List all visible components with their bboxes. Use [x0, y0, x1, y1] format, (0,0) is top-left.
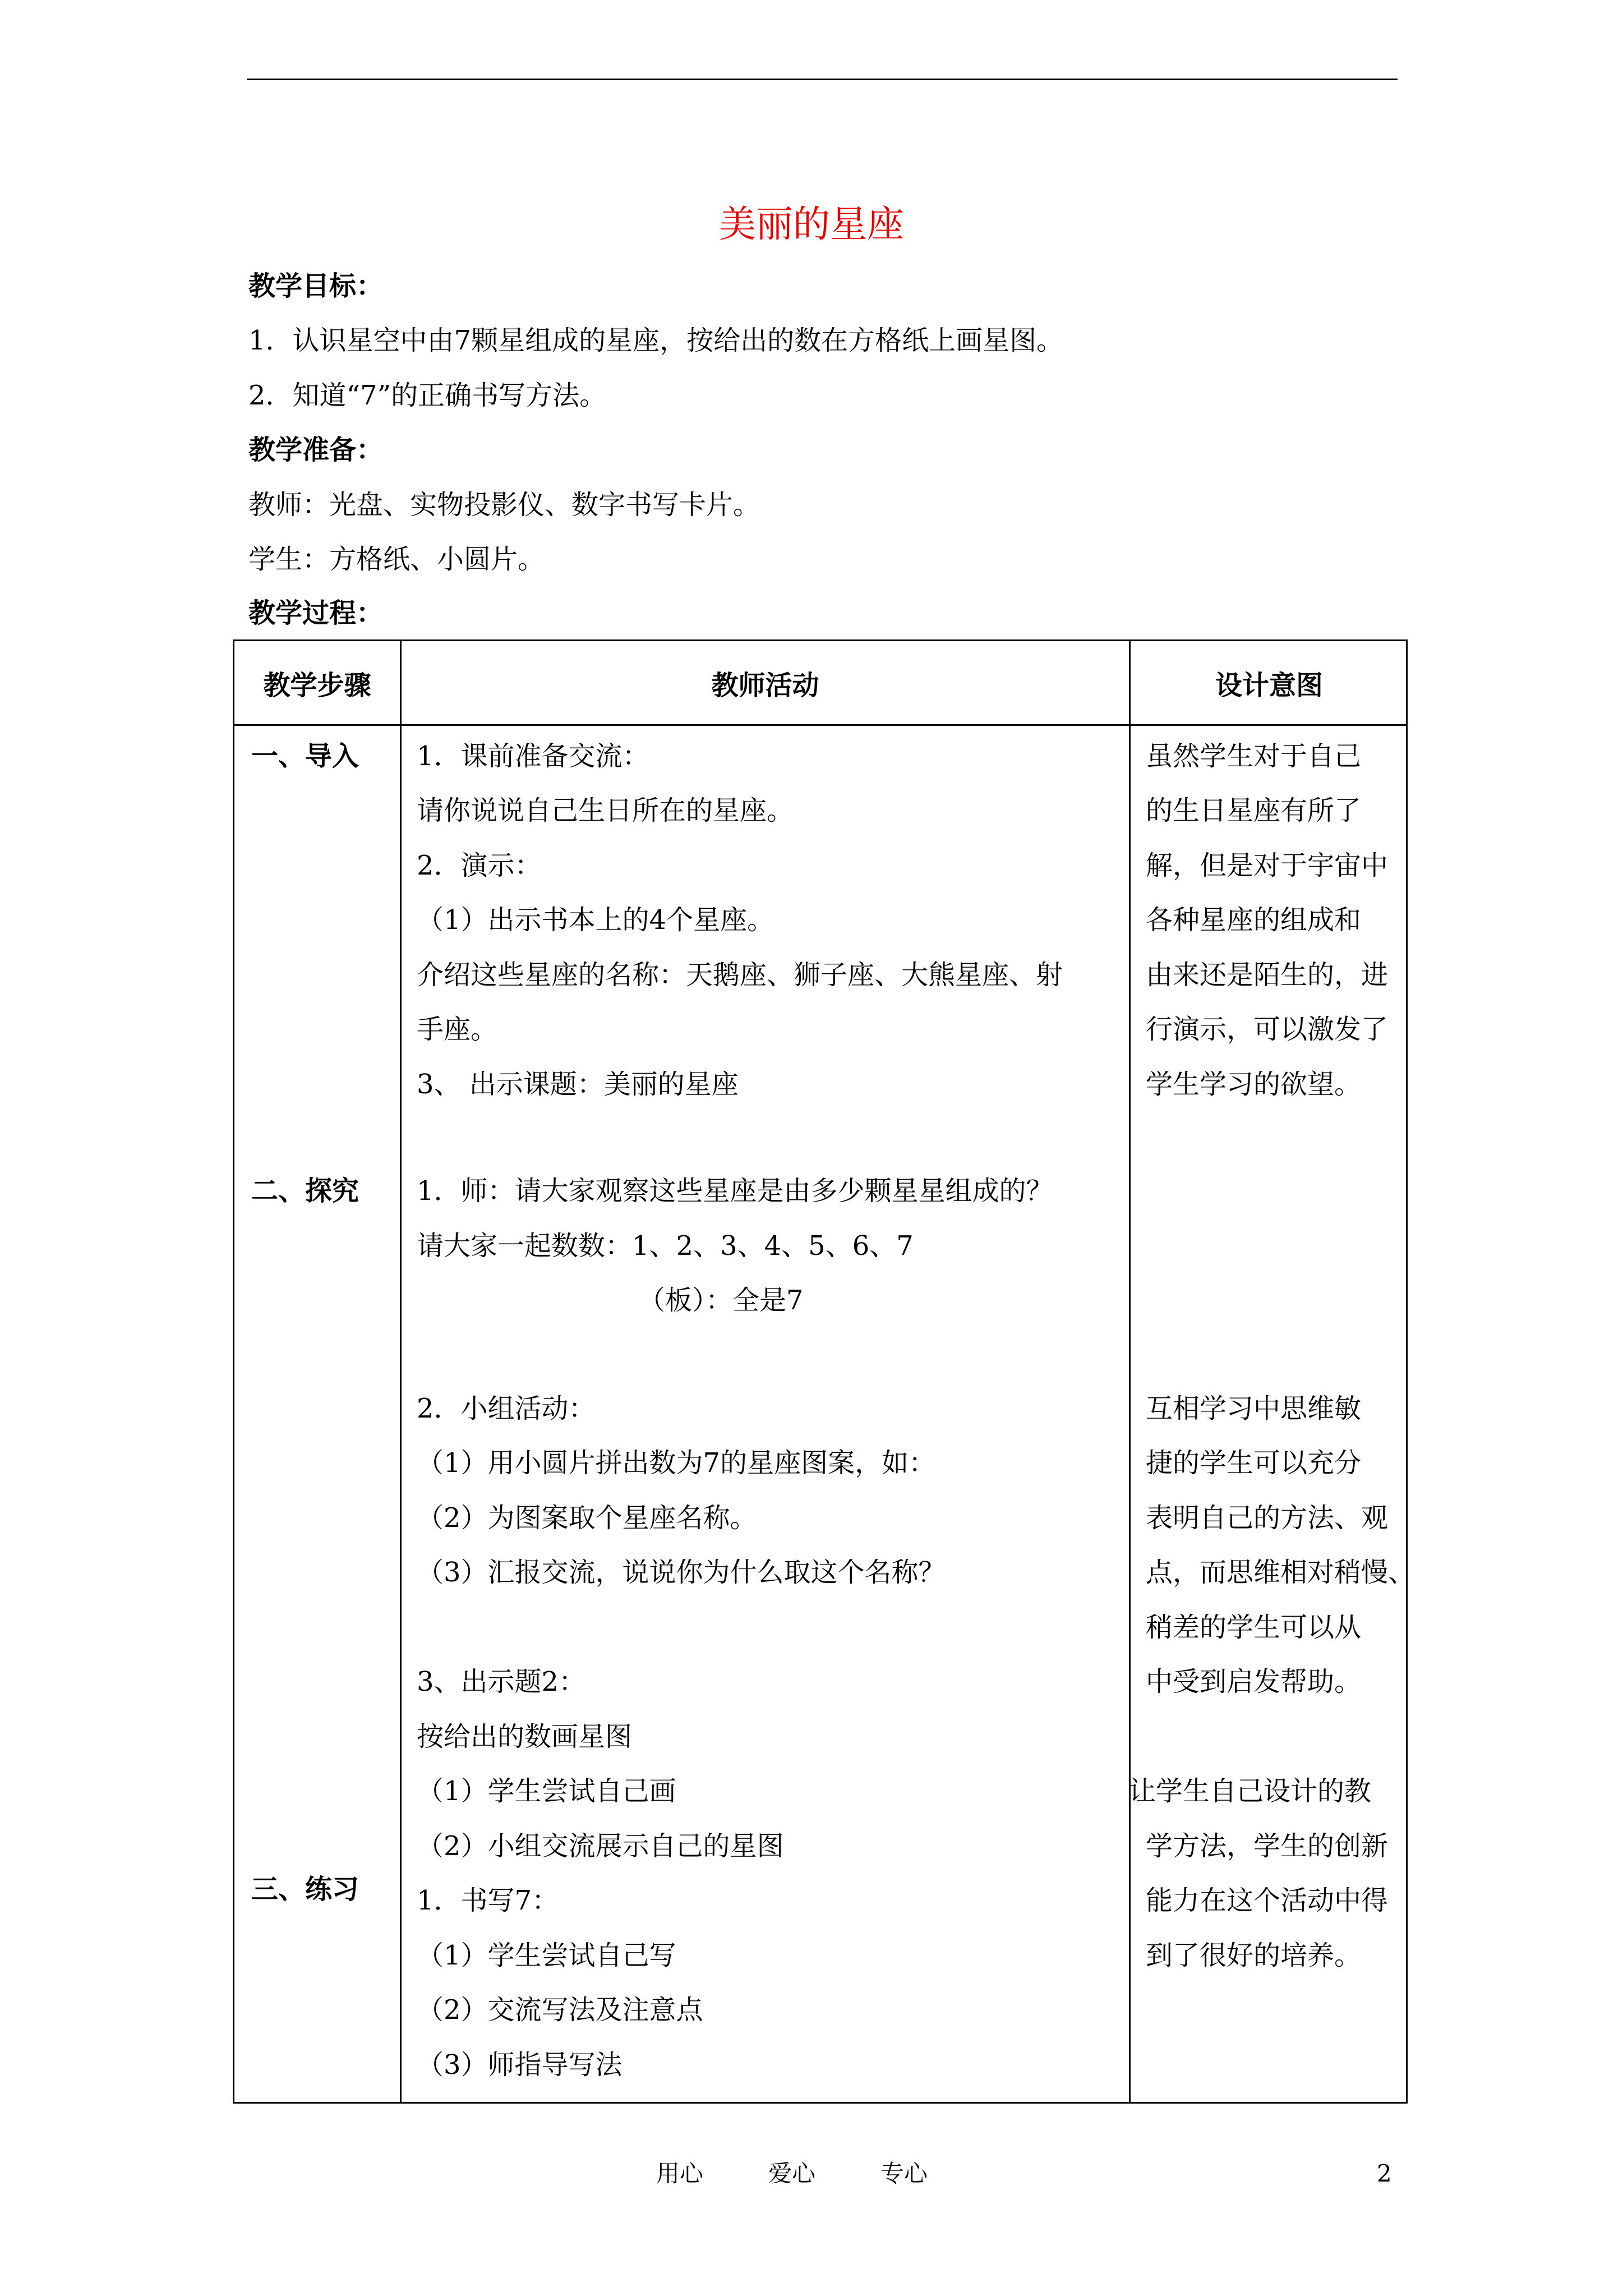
intent-line: 虽然学生对于自己 — [1146, 740, 1362, 772]
activity-line: （1）用小圆片拼出数为7的星座图案，如： — [417, 1447, 936, 1479]
activity-line: （板）：全是7 — [638, 1285, 804, 1316]
intent-line: 表明自己的方法、观 — [1146, 1502, 1389, 1534]
activity-line: （1）出示书本上的4个星座。 — [417, 904, 774, 936]
intent-line: 学方法，学生的创新 — [1146, 1830, 1389, 1862]
activity-line: （2）为图案取个星座名称。 — [417, 1502, 757, 1534]
preparation-item: 学生：方格纸、小圆片。 — [248, 544, 545, 575]
preparation-heading: 教学准备： — [248, 434, 384, 466]
activity-line: 介绍这些星座的名称：天鹅座、狮子座、大熊星座、射 — [417, 959, 1063, 991]
activity-line: （2）小组交流展示自己的星图 — [417, 1830, 784, 1862]
activity-line: 请你说说自己生日所在的星座。 — [417, 795, 794, 826]
intent-line: 由来还是陌生的，进 — [1146, 959, 1389, 991]
activity-line: 3、 出示课题：美丽的星座 — [417, 1069, 739, 1100]
intent-line: 能力在这个活动中得 — [1146, 1885, 1389, 1916]
step-label: 一、导入 — [251, 740, 359, 772]
objectives-heading: 教学目标： — [248, 270, 384, 302]
header-intent: 设计意图 — [1215, 669, 1323, 701]
activity-line: （3）汇报交流，说说你为什么取这个名称？ — [417, 1557, 946, 1588]
activity-line: （1）学生尝试自己画 — [417, 1775, 676, 1807]
footer-motto: 爱心 — [768, 2160, 816, 2187]
intent-line: 解，但是对于宇宙中 — [1146, 850, 1389, 881]
activity-line: 手座。 — [417, 1014, 498, 1045]
intent-line: 到了很好的培养。 — [1146, 1940, 1362, 1971]
intent-line: 的生日星座有所了 — [1146, 795, 1362, 826]
activity-line: 按给出的数画星图 — [417, 1721, 633, 1752]
activity-line: （2）交流写法及注意点 — [417, 1994, 703, 2026]
activity-line: （3）师指导写法 — [417, 2049, 623, 2081]
header-steps: 教学步骤 — [263, 669, 371, 701]
intent-line: 稍差的学生可以从 — [1146, 1612, 1362, 1643]
intent-line: 中受到启发帮助。 — [1146, 1666, 1362, 1697]
objective-item: 1．认识星空中由7颗星组成的星座，按给出的数在方格纸上画星图。 — [248, 325, 1064, 356]
intent-line: 互相学习中思维敏 — [1146, 1393, 1362, 1424]
process-heading: 教学过程： — [248, 597, 384, 629]
lesson-table — [233, 639, 1415, 2104]
intent-line: 学生学习的欲望。 — [1146, 1069, 1362, 1100]
header-rule — [247, 79, 1398, 80]
intent-line: 让学生自己设计的教 — [1129, 1775, 1372, 1807]
column-divider — [1129, 641, 1131, 2102]
footer-motto: 用心 — [656, 2160, 704, 2187]
intent-line: 行演示，可以激发了 — [1146, 1014, 1389, 1045]
document-title: 美丽的星座 — [719, 203, 904, 246]
activity-line: 2．小组活动： — [417, 1393, 596, 1424]
step-label: 三、练习 — [251, 1874, 359, 1905]
activity-line: 1．师：请大家观察这些星座是由多少颗星星组成的？ — [417, 1175, 1053, 1207]
column-divider — [400, 641, 402, 2102]
intent-line: 捷的学生可以充分 — [1146, 1447, 1362, 1479]
activity-line: 请大家一起数数：1、2、3、4、5、6、7 — [417, 1230, 914, 1262]
activity-line: （1）学生尝试自己写 — [417, 1940, 676, 1971]
intent-line: 各种星座的组成和 — [1146, 904, 1362, 936]
activity-line: 3、出示题2： — [417, 1666, 586, 1697]
step-label: 二、探究 — [251, 1175, 359, 1207]
header-divider — [234, 724, 1406, 726]
activity-line: 2．演示： — [417, 850, 542, 881]
activity-line: 1．书写7： — [417, 1885, 559, 1916]
header-activities: 教师活动 — [711, 669, 819, 701]
footer-motto: 专心 — [880, 2160, 928, 2187]
preparation-item: 教师：光盘、实物投影仪、数字书写卡片。 — [248, 489, 760, 521]
objective-item: 2．知道“7”的正确书写方法。 — [248, 380, 607, 411]
page-number: 2 — [1377, 2160, 1392, 2187]
activity-line: 1．课前准备交流： — [417, 740, 649, 772]
intent-line: 点，而思维相对稍慢、 — [1146, 1557, 1415, 1588]
